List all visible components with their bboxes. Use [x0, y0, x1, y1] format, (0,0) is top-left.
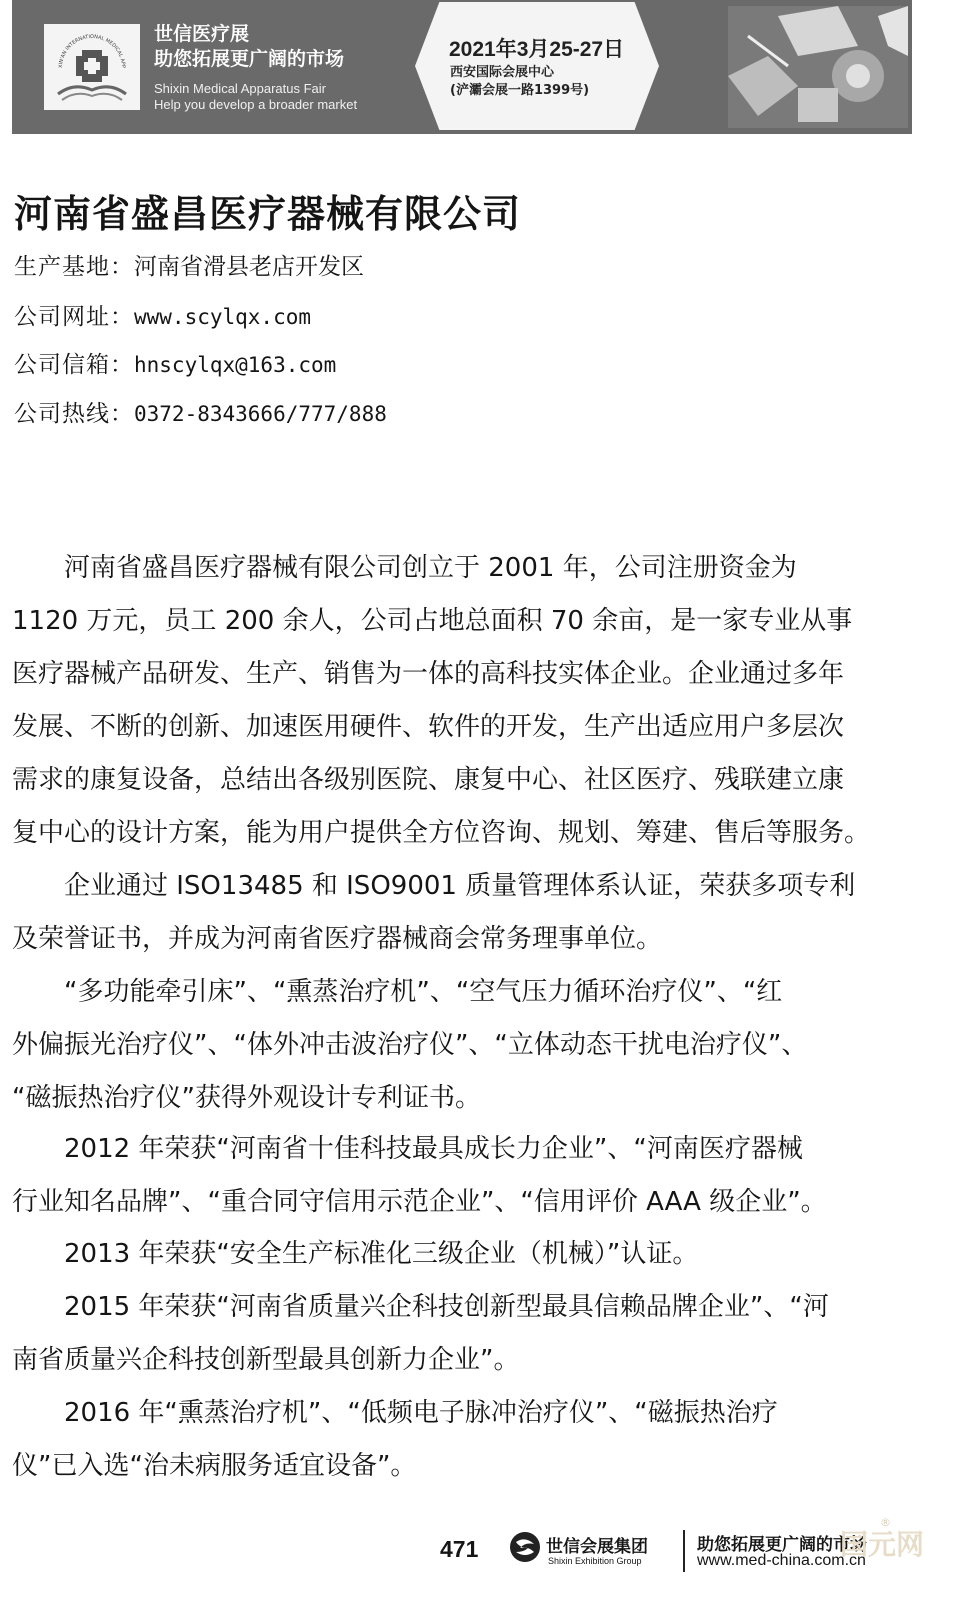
- banner-title-en: Shixin Medical Apparatus Fair: [154, 81, 326, 96]
- text-line: 2015 年荣获“河南省质量兴企科技创新型最具信赖品牌企业”、“河: [12, 1292, 829, 1322]
- group-logo-icon: [508, 1530, 542, 1564]
- text-line: 行业知名品牌”、“重合同守信用示范企业”、“信用评价 AAA 级企业”。: [12, 1187, 827, 1217]
- fair-date: 2021年3月25-27日: [449, 38, 625, 61]
- page-number: 471: [440, 1536, 479, 1562]
- group-name-en: Shixin Exhibition Group: [548, 1556, 642, 1566]
- company-name: 河南省盛昌医疗器械有限公司: [14, 192, 522, 236]
- fair-address: (浐灞会展一路1399号): [450, 83, 590, 98]
- text-line: 1120 万元，员工 200 余人，公司占地总面积 70 余亩，是一家专业从事: [12, 606, 853, 636]
- info-label: 公司信箱：: [14, 352, 134, 378]
- footer-slogan: 助您拓展更广阔的市场: [697, 1535, 867, 1555]
- watermark-registered-mark: ®: [880, 1516, 891, 1529]
- info-label: 公司热线：: [14, 401, 134, 427]
- text-line: 2016 年“熏蒸治疗机”、“低频电子脉冲治疗仪”、“磁振热治疗: [12, 1398, 778, 1428]
- footer-divider: [683, 1530, 685, 1572]
- text-line: 2013 年荣获“安全生产标准化三级企业（机械）”认证。: [12, 1239, 699, 1269]
- hotline-number: 0372-8343666/777/888: [134, 402, 387, 426]
- text-line: 及荣誉证书，并成为河南省医疗器械商会常务理事单位。: [12, 924, 663, 954]
- text-line: 仪”已入选“治未病服务适宜设备”。: [12, 1451, 417, 1481]
- banner-en-text: [154, 81, 357, 113]
- info-email: [14, 346, 336, 379]
- info-value: 河南省滑县老店开发区: [134, 254, 364, 280]
- text-line: 企业通过 ISO13485 和 ISO9001 质量管理体系认证，荣获多项专利: [12, 871, 856, 901]
- text-line: 需求的康复设备，总结出各级别医院、康复中心、社区医疗、残联建立康: [12, 765, 845, 795]
- info-production-base: [14, 248, 364, 281]
- info-website: [14, 298, 311, 331]
- info-label: 生产基地：: [14, 254, 134, 280]
- text-line: 发展、不断的创新、加速医用硬件、软件的开发，生产出适应用户多层次: [12, 712, 845, 742]
- text-line: “多功能牵引床”、“熏蒸治疗机”、“空气压力循环治疗仪”、“红: [12, 977, 783, 1007]
- fair-logo: [44, 24, 140, 110]
- watermark-text: 国元网: [840, 1528, 925, 1560]
- banner-cn-text: [154, 22, 344, 72]
- banner-title-cn: 世信医疗展: [154, 23, 250, 45]
- watermark-logo: [836, 1514, 926, 1560]
- info-hotline: [14, 395, 387, 428]
- logo-ring-text: XIN'AN INTERNATIONAL MEDICAL APP: [57, 33, 127, 69]
- banner-slogan-cn: 助您拓展更广阔的市场: [154, 48, 345, 70]
- fair-venue-block: [450, 64, 589, 100]
- text-line: 医疗器械产品研发、生产、销售为一体的高科技实体企业。企业通过多年: [12, 659, 845, 689]
- text-line: 外偏振光治疗仪”、“体外冲击波治疗仪”、“立体动态干扰电治疗仪”、: [12, 1030, 808, 1060]
- text-line: 2012 年荣获“河南省十佳科技最具成长力企业”、“河南医疗器械: [12, 1134, 803, 1164]
- text-line: 南省质量兴企科技创新型最具创新力企业”。: [12, 1345, 520, 1375]
- paragraph-2012: [12, 1123, 912, 1229]
- footer-url[interactable]: www.med-china.com.cn: [697, 1552, 866, 1569]
- banner-slogan-en: Help you develop a broader market: [154, 97, 358, 112]
- text-line: 河南省盛昌医疗器械有限公司创立于 2001 年，公司注册资金为: [12, 553, 797, 583]
- info-label: 公司网址：: [14, 304, 134, 330]
- text-line: “磁振热治疗仪”获得外观设计专利证书。: [12, 1083, 481, 1113]
- email-link[interactable]: hnscylqx@163.com: [134, 353, 337, 377]
- website-link[interactable]: www.scylqx.com: [134, 305, 312, 329]
- text-line: 复中心的设计方案，能为用户提供全方位咨询、规划、筹建、售后等服务。: [12, 818, 871, 848]
- paragraph-patents: [12, 966, 912, 1125]
- paragraph-2015: [12, 1281, 912, 1387]
- paragraph-intro: [12, 542, 912, 860]
- fair-venue: 西安国际会展中心: [450, 65, 555, 80]
- equipment-photos: [728, 6, 908, 128]
- header-banner: [12, 0, 912, 134]
- group-name: 世信会展集团: [546, 1537, 648, 1557]
- paragraph-2016: [12, 1387, 912, 1493]
- paragraph-certification: [12, 860, 912, 966]
- paragraph-2013: [12, 1228, 912, 1281]
